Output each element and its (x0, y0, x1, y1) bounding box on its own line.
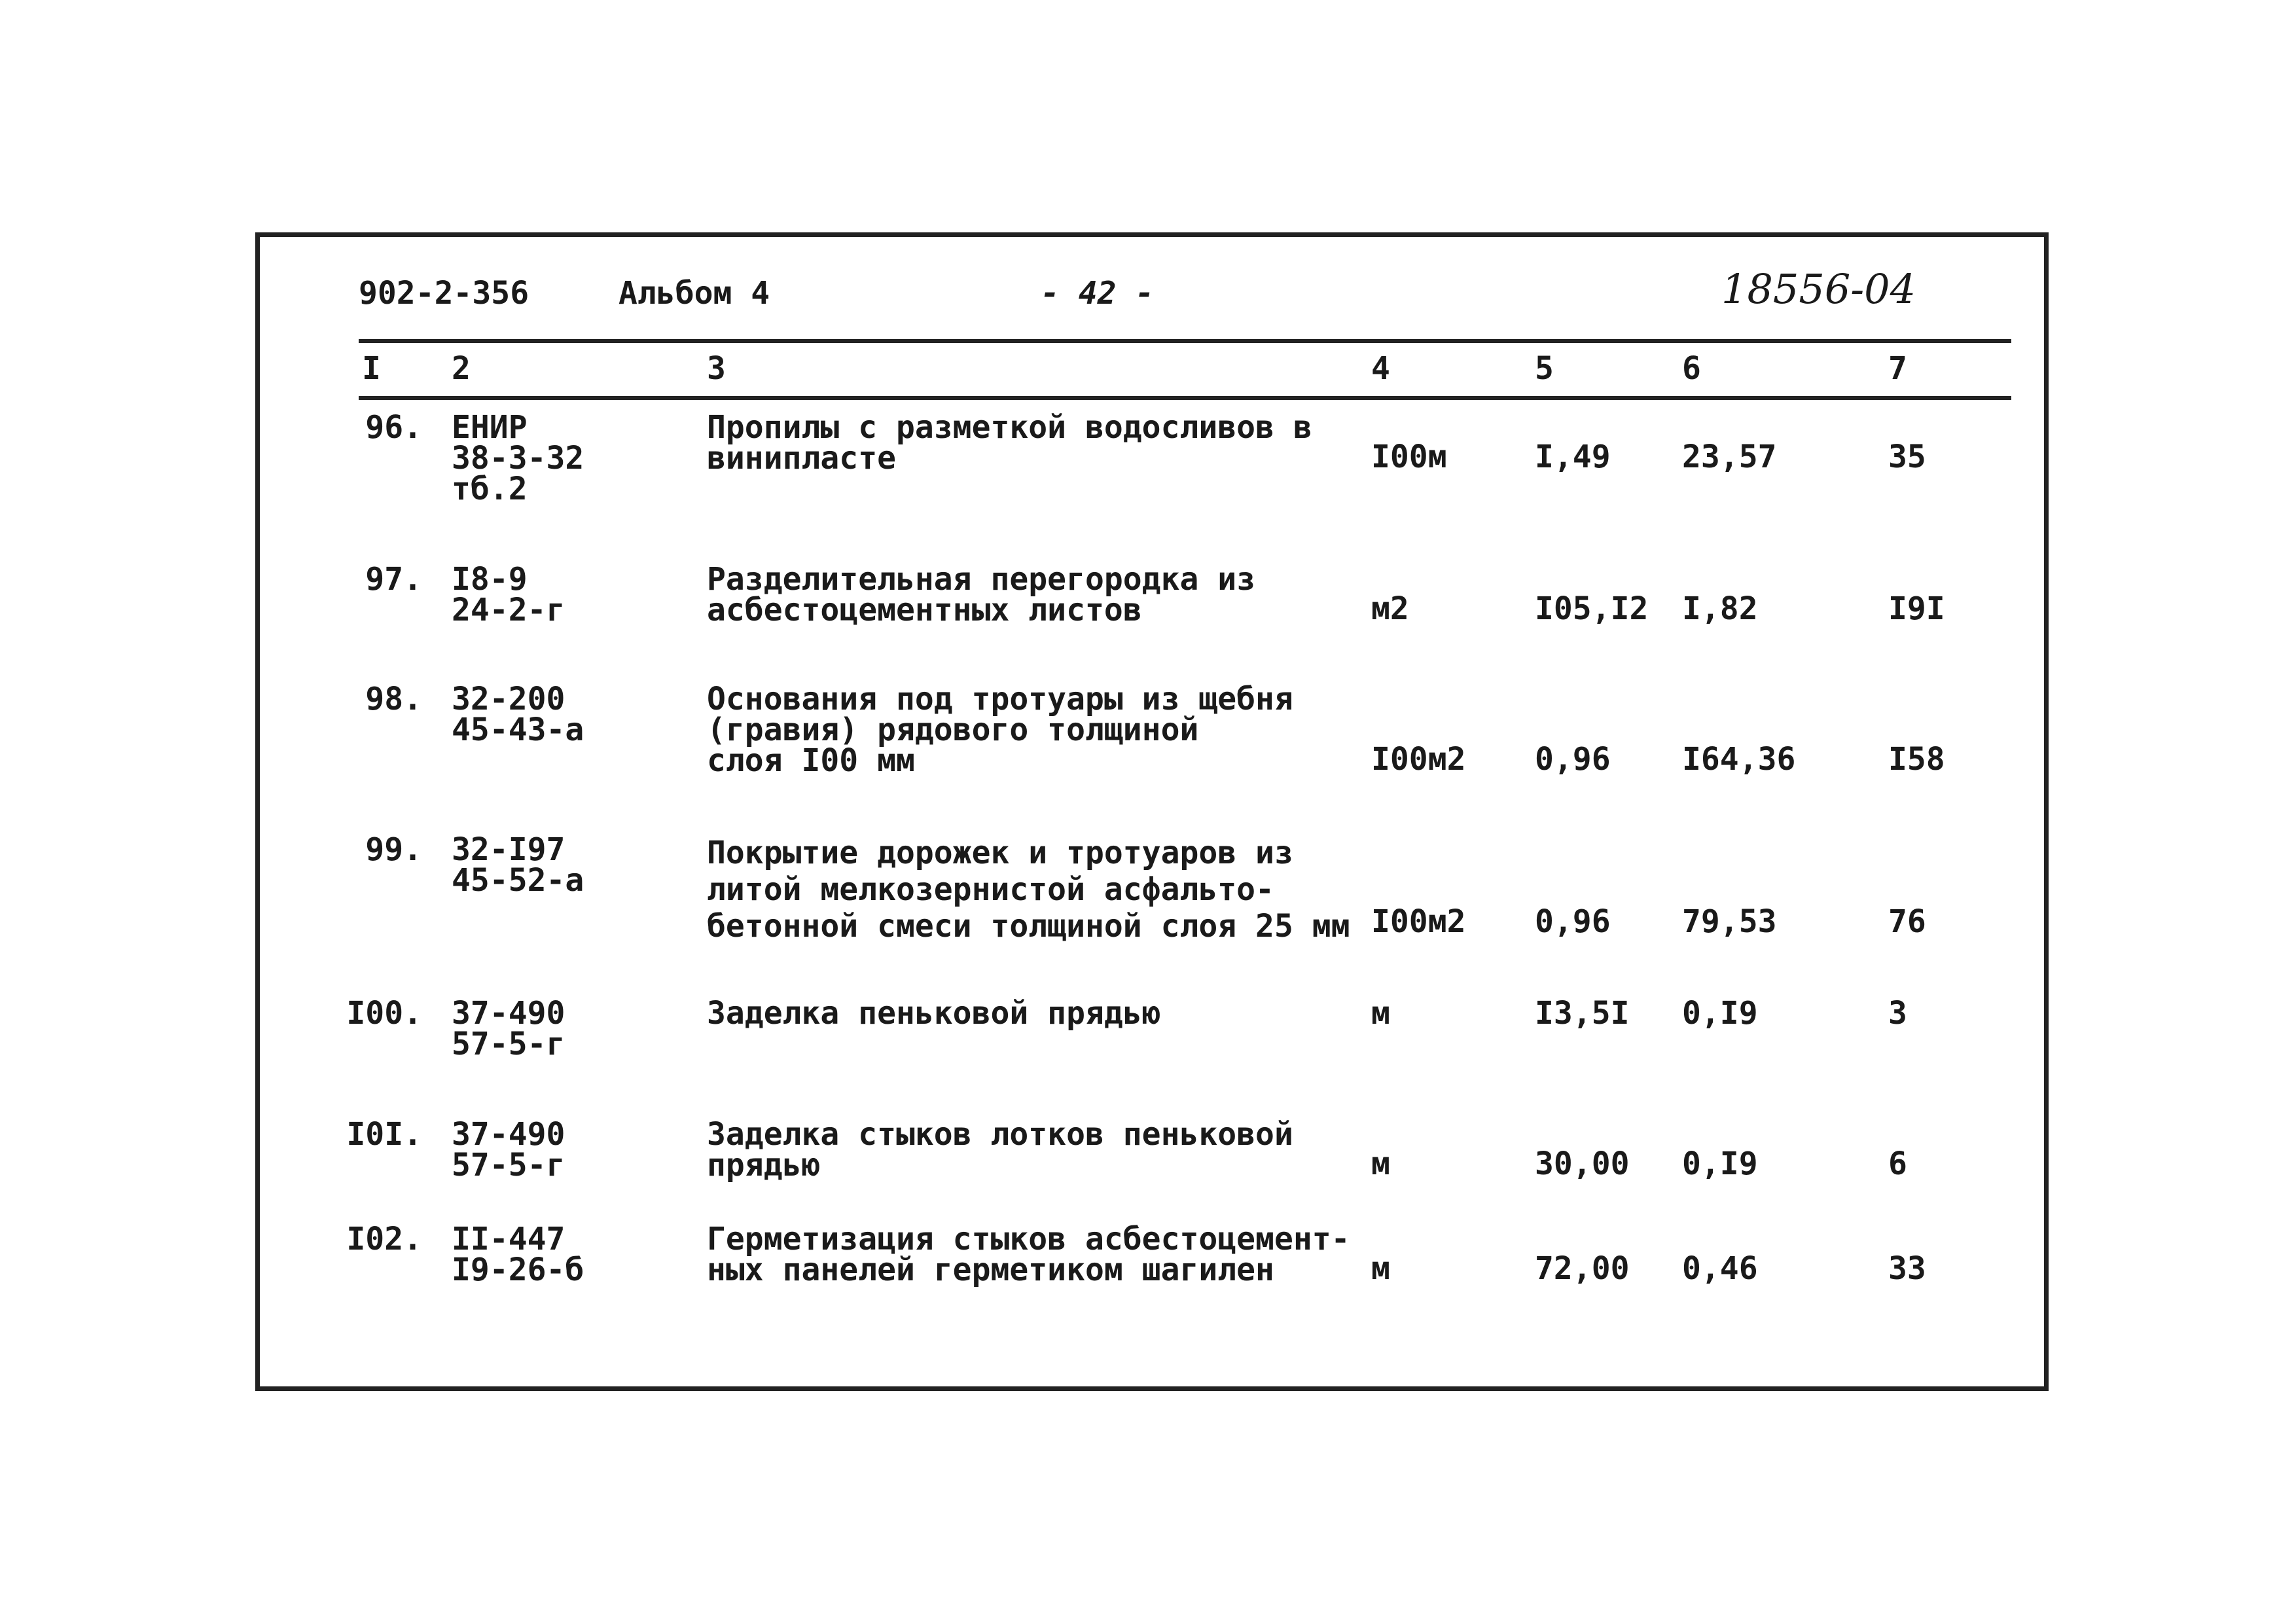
column-number-2: 2 (452, 350, 471, 387)
unit-price: I64,36 (1682, 741, 1796, 778)
row-number: 99. (365, 831, 422, 868)
row-number: 96. (365, 409, 422, 446)
row-number: I0I. (346, 1116, 422, 1153)
total-cost: 6 (1888, 1146, 1907, 1182)
page-number: - 42 - (1041, 275, 1155, 312)
unit-of-measure: I00м2 (1371, 903, 1466, 940)
row-number: 97. (365, 561, 422, 598)
work-description: Разделительная перегородка из асбестоцементных листов (707, 561, 1256, 628)
quantity: I3,5I (1535, 995, 1630, 1032)
unit-of-measure: м2 (1371, 590, 1409, 627)
column-number-3: 3 (707, 350, 726, 387)
unit-price: I,82 (1682, 590, 1758, 627)
column-number-1: I (362, 350, 381, 387)
row-number: 98. (365, 681, 422, 717)
column-number-4: 4 (1371, 350, 1390, 387)
work-description: Заделка пеньковой прядью (707, 995, 1161, 1032)
unit-price: 0,I9 (1682, 1146, 1758, 1182)
handwritten-stamp: 18556-04 (1721, 265, 1916, 313)
norm-reference: II-447 I9-26-б (452, 1221, 584, 1288)
norm-reference: 32-200 45-43-а (452, 681, 584, 748)
row-number: I02. (346, 1221, 422, 1257)
sheet-frame (255, 232, 2049, 1391)
work-description: Основания под тротуары из щебня (гравия) рядового толщиной слоя I00 мм (707, 681, 1293, 779)
total-cost: I58 (1888, 741, 1945, 778)
unit-of-measure: м (1371, 995, 1390, 1032)
unit-of-measure: м (1371, 1146, 1390, 1182)
total-cost: 33 (1888, 1250, 1926, 1287)
header-rule (359, 339, 2011, 343)
norm-reference: I8-9 24-2-г (452, 561, 565, 628)
quantity: 30,00 (1535, 1146, 1630, 1182)
quantity: I05,I2 (1535, 590, 1649, 627)
document-code: 902-2-356 (359, 275, 529, 312)
work-description: Пропилы с разметкой водосливов в винипласте (707, 409, 1312, 477)
unit-of-measure: I00м (1371, 439, 1447, 475)
unit-price: 79,53 (1682, 903, 1777, 940)
norm-reference: 37-490 57-5-г (452, 1116, 565, 1183)
unit-price: 0,46 (1682, 1250, 1758, 1287)
column-number-7: 7 (1888, 350, 1907, 387)
album-label: Альбом 4 (619, 275, 770, 312)
quantity: 0,96 (1535, 741, 1611, 778)
work-description: Герметизация стыков асбестоцемент- ных панелей герметиком шагилен (707, 1221, 1350, 1288)
quantity: 0,96 (1535, 903, 1611, 940)
column-header-rule (359, 396, 2011, 400)
unit-price: 0,I9 (1682, 995, 1758, 1032)
row-number: I00. (346, 995, 422, 1032)
total-cost: 35 (1888, 439, 1926, 475)
work-description: Покрытие дорожек и тротуаров из литой мелкозернистой асфальто- бетонной смеси толщиной слоя 25 мм (707, 835, 1350, 945)
total-cost: 3 (1888, 995, 1907, 1032)
total-cost: I9I (1888, 590, 1945, 627)
norm-reference: 32-I97 45-52-а (452, 831, 584, 899)
column-number-6: 6 (1682, 350, 1701, 387)
norm-reference: 37-490 57-5-г (452, 995, 565, 1062)
work-description: Заделка стыков лотков пеньковой прядью (707, 1116, 1293, 1183)
unit-price: 23,57 (1682, 439, 1777, 475)
unit-of-measure: м (1371, 1250, 1390, 1287)
quantity: I,49 (1535, 439, 1611, 475)
total-cost: 76 (1888, 903, 1926, 940)
norm-reference: ЕНИР 38-3-32 тб.2 (452, 409, 584, 507)
quantity: 72,00 (1535, 1250, 1630, 1287)
column-number-5: 5 (1535, 350, 1554, 387)
unit-of-measure: I00м2 (1371, 741, 1466, 778)
